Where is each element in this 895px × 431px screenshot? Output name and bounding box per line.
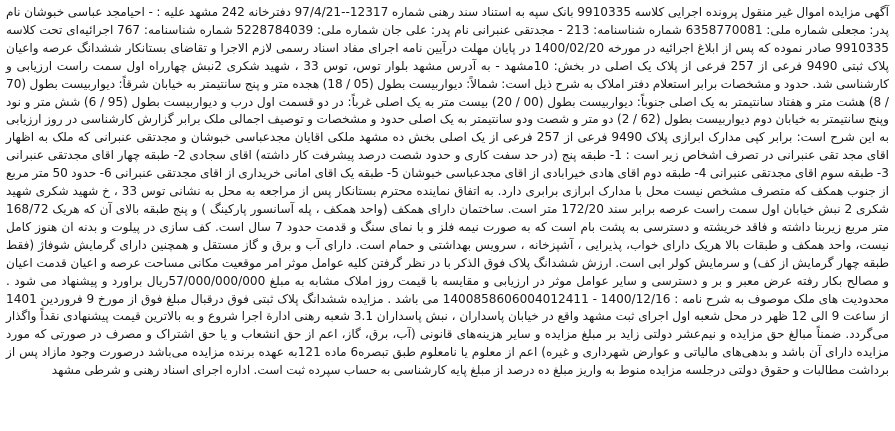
auction-notice-text: آگهی مزایده اموال غیر منقول پرونده اجرایی کلاسه 9910335 بانک سپه به استناد سند رهنی شماره 12317--97/4/21 دفترخانه 242 مشهد علیه : - احیامجد عباسی خبوشان نام پدر: مجعلی شماره ملی: 6358770081 شماره شناسنامه: 213 - مجدتقی عنبرانی نام پدر: علی جان شماره ملی: 5228784039 شماره شناسنامه: 767 اجرائیه‌ای تحت کلاسه 9910335 صادر نموده که پس از ابلاغ اجرائیه در مورخه 1400/02/20 در پایان مهلت درآیین نامه اجرای مفاد اسناد رسمی لازم الاجرا و تقاضای بستانکار ششدانگ عرصه واعیان پلاک ثبتی 9490 فرعی از 257 فرعی از پلاک یک اصلی در بخش: 10مشهد - به آدرس مشهد بلوار توس، توس 33 ، شهید شکری 2نبش چهارراه اول سمت راست ارزیابی و کارشناسی شد. حدود و مشخصات برابر استعلام دفتر املاک به شرح ذیل است: شمالاً: دیواربیست بطول (05 / 18) هجده متر و پنج سانتیمتر به خیابان شرقاً: دیواربیست بطول (70 / 8) هشت متر و هفتاد سانتیمتر به یک اصلی جنوباً: دیواربیست بطول (00 / 20) بیست متر به یک اصلی غرباً: در دو قسمت اول درب و دیواربیست بطول (95 / 6) شش متر و نود وپنج سانتیمتر به خیابان دوم دیواربیست بطول (62 / 2) دو متر و شصت ودو سانتیمتر به یک اصلی حدود و مشخصات و توصیف اجمالی ملک برابر گزارش کارشناسی در روز ارزیابی به این شرح است: برابر کپی مدارک ابرازی پلاک 9490 فرعی از 257 فرعی از یک اصلی بخش ده مشهد ملکی اقایان مجدعباسی خبوشان و مجدتقی عنبرانی که ملک به اظهار اقای مجد تقی عنبرانی در تصرف اشخاص زیر است : 1- طبقه پنج (در حد سفت کاری و حدود شصت درصد پیشرفت کار داشته) اقای سجادی 2- طبقه چهار اقای مجدتقی عنبرانی 3- طبقه سوم اقای مجدتقی عنبرانی 4- طبقه دوم اقای هادی خیرابادی از اقای مجدعباسی خبوشان 5- طبقه یک اقای امانی خریداری از اقای مجدتقی عنبرانی 6- حدود 50 متر مربع از جنوب همکف که متصرف مشخص نیست محل با مدارک ابرازی برابری دارد. به اتفاق نماینده محترم بستانکار پس از مراجعه به محل به نشانی توس 33 ، خ شهید شکری شهید شکری 2 نبش خیابان اول سمت راست عرصه برابر سند 172/20 متر است. ساختمان دارای همکف (واحد همکف ، پله آسانسور پارکینگ ) و پنج طبقه بالای آن که هریک 168/72 متر مربع زیربنا داشته و فاقد خریشته و دسترسی به پشت بام است که به صورت نیمه فلز و با نمای سنگ و قدمت حدود 7 سال است. کف سازی در پیلوت و بدنه ان هنوز کامل نیست، واحد همکف و طبقات بالا هریک دارای خواب، پذیرایی ، آشپزخانه ، سرویس بهداشتی و حمام است. دارای آب و برق و گاز مستقل و همچنین دارای گرمایش شوفاژ (فقط طبقه چهار گرمایش از کف) و سرمایش کولر ابی است. ارزش ششدانگ پلاک فوق الذکر با در نظر گرفتن کلیه عوامل موثر امر موقعیت مکانی مساحت عرصه و اعیان قدمت اعیان و مصالح بکار رفته عرض معبر و بر و دسترسی و سایر عوامل موثر در ارزیابی و مقایسه با قیمت روز املاک مشابه به مبلغ 57/000/000/000ریال براورد و پیشنهاد می شود . محدودیت های ملک موصوف به شرح نامه : 1400/12/16 - 1400858606004012411 می باشد . مزایده ششدانگ پلاک ثبتی فوق درقبال مبلغ فوق از مورخ 9 فروردین 1401 از ساعت 9 الی 12 ظهر در محل شعبه اول اجرای ثبت مشهد واقع در خیابان پاسداران ، نبش پاسداران 3.1 شعبه رهنی ادارة اجرا شروع و به بالاترین قیمت پیشنهادی نقداً واگذار می‌گردد. ضمناً مبالغ حق مزایده و نیم‌عشر دولتی زاید بر مبلغ مزایده و سایر هزینه‌های قانونی (آب، برق، گاز، اعم از حق انشعاب و یا حق اشتراک و مصرف در صورتی که مورد مزایده دارای آن باشد و بدهی‌های مالیاتی و عوارض شهرداری و غیره) اعم از معلوم یا نامعلوم طبق تبصره6 ماده 121به عهده برنده مزایده می‌باشد درصورت وجود مازاد پس از برداشت مطالبات و حقوق دولتی درجلسه مزایده منوط به واریز مبلغ ده درصد از مبلغ پایه کارشناسی به حساب سپرده ثبت است. اداره اجرای اسناد رهنی و شرطی مشهد xyxy=(6,5,890,378)
